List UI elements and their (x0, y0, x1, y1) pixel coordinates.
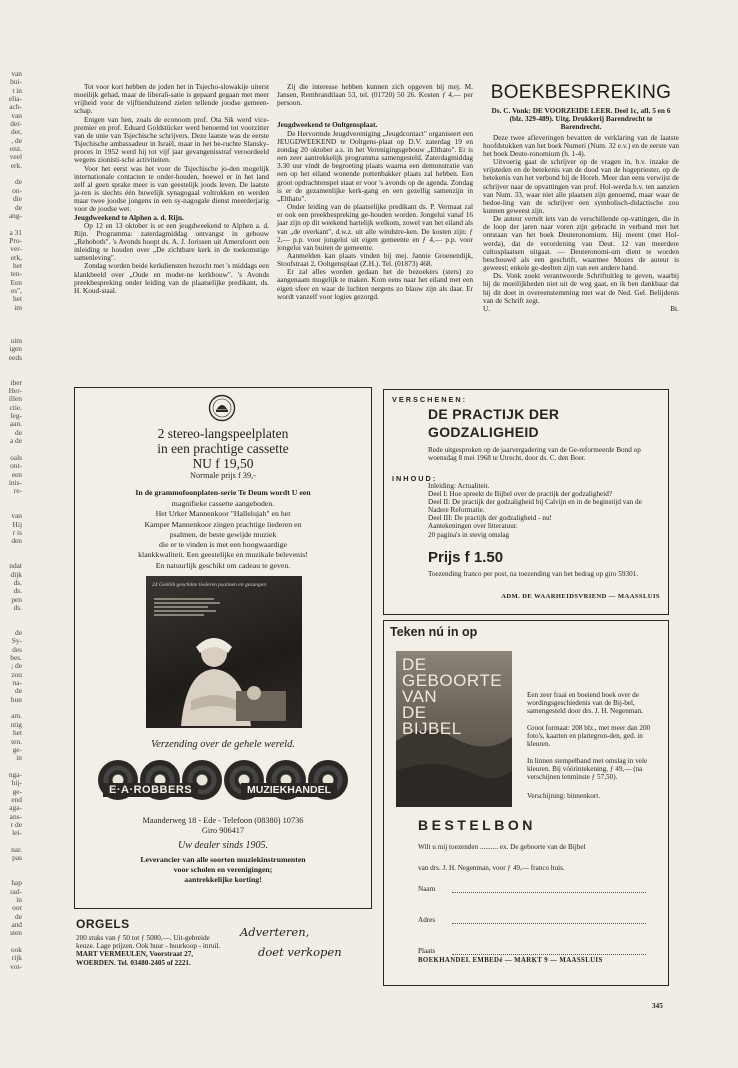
margin-fragment: es", (10, 285, 22, 295)
ad-slogan: Verzending over de gehele wereld. (151, 739, 295, 750)
review-signature-left: U. (483, 303, 491, 313)
margin-fragment: ont- (10, 461, 22, 471)
col1-paragraph: Voor het eerst was het voor de Tsjechische jo-den mogelijk internationale contacten te onder-houden, hoewel er in het land zelf al geen sprake meer is van geestelijk joods leven. De laatste ja-ren is slechts één huwelijk synagogaal voltrokken en werden maar twee joodse jongens in een sy-nagogale dienst meerderjarig voor de joodse wet. (74, 163, 269, 214)
margin-fragment: van (11, 70, 22, 78)
margin-fragment (0, 320, 22, 328)
inhoud-item: Inleiding: Actualiteit. (428, 482, 490, 490)
margin-fragment: inis- (8, 477, 22, 487)
geboorte-desc-4: Verschijning: binnenkort. (527, 792, 601, 800)
margin-fragment: erk, (10, 252, 22, 262)
margin-fragment: aan. (9, 419, 22, 429)
practijk-description: Rede uitgesproken op de jaarvergadering van de Ge-reformeerde Bond op woensdag 8 mei 1968 te Utrecht, door ds. C. den Boer. (428, 446, 641, 463)
margin-fragment: rijk (11, 953, 22, 963)
ad-footer-line-1: Leverancier van alle soorten muziekinstrumenten (140, 855, 306, 864)
review-paragraph: Ds. Vonk zoekt verantwoorde Schriftuitleg te geven, waarbij hij de moeilijkheden niet uit de weg gaat, en ik ben dankbaar dat hij dit doet in overeenstemming met wat de Ned. Gel. Belijdenis van de Schrift zegt. (483, 271, 679, 305)
teken-in-headline: Teken nú in op (390, 625, 478, 639)
margin-fragment: r is (12, 527, 22, 537)
margin-fragment (0, 546, 22, 554)
margin-fragment: de (15, 427, 22, 437)
margin-fragment: de (15, 202, 22, 212)
geboorte-desc-1: Een zeer fraai en boeiend boek over de wordingsgeschiedenis van de Bij-bel, samengesteld door drs. J. H. Negenman. (527, 691, 643, 716)
album-cover-image (146, 576, 302, 728)
margin-fragment: ten. (11, 736, 22, 746)
ad-footer-line-3: aantrekkelijke korting! (184, 875, 262, 884)
margin-fragment: uim (10, 336, 22, 345)
orgels-body: 200 stuks van ƒ 50 tot ƒ 5000,—. Uit-gebreide keuze. Lage prijzen. Ook huur - huurkoop - inruil. (76, 934, 221, 951)
book-cover-title (402, 657, 512, 737)
margin-fragment: leg- (10, 411, 22, 421)
margin-fragment (0, 863, 22, 871)
margin-fragment: pen (11, 594, 22, 604)
previous-page-margin-text (0, 70, 22, 971)
inhoud-item: Aantekeningen over litteratuur. (428, 522, 518, 531)
ad-headline-1: 2 stereo-langspeelplaten (157, 426, 289, 441)
col1-paragraph: Op 12 en 13 oktober is er een jeugdweekend te Alphen a. d. Rijn. Programma: zaterdagmiddag ontvangst in gebouw „Rehoboth". 's Avonds hoopt ds. A. J. Jorissen uit Amersfoort een inleiding te houden over „De zichtbare kerk in de toekomstige samenleving". (74, 220, 269, 263)
cover-title-line: GEBOORTE (402, 671, 503, 690)
margin-fragment: ge- (12, 786, 22, 796)
col1-paragraph: Zondag worden beide kerkdiensten bezocht met 's middags een klankbeeld over „Oude en moder-ne kerkbouw". 's Avonds preekbespreking onder leiding van de plaatselijke predikant, ds. H. Koud-staal. (74, 261, 269, 295)
review-signature-right: Bt. (670, 303, 679, 313)
book-review-header: Ds. C. Vonk: DE VOORZEIDE LEER. Deel 1c, afl. 5 en 6 (blz. 329-489). Uitg. Drukkerij Barendrecht te Barendrecht. (491, 106, 671, 132)
practijk-shipping: Toezending franco per post, na toezending van het bedrag op giro 59301. (428, 570, 639, 578)
cover-title-line: DE (402, 703, 427, 722)
margin-fragment: ten- (10, 269, 22, 279)
orgels-title: ORGELS (76, 917, 130, 931)
album-cover-title: 24 Gekliik geschikte liederen psalmen en gezangen (152, 582, 267, 588)
col1-paragraph: Tot voor kort hebben de joden het in Tsjecho-slowakije uiterst moeilijk gehad, maar de liberali-satie is gepaard gegaan met meer vrijheid voor de vijftienduizend zielen tellende joodse gemeen-schap. (74, 82, 269, 116)
margin-fragment: ; de (11, 661, 22, 671)
review-paragraph: De auteur vertelt iets van de verschillende op-vattingen, die in de loop der jaren naar voren zijn gebracht in verband met het ontstaan van het boek Deuteronomium. Hij meent (met Hol-werda), dat de verordening van Deut. 12 van meerdere cultusplaatsen uitgaat. — Deuteronomi-um dient te worden beschouwd als een geschrift, waarmee Mozes de auteur is geweest; enkele ge-deelten zijn van een andere hand. (483, 214, 679, 273)
margin-fragment: bui- (10, 77, 22, 87)
inhoud-item: Deel I: Hoe spreekt de Bijbel over de practijk der godzaligheid? (428, 490, 613, 499)
verschenen-label: VERSCHENEN: (392, 395, 468, 404)
order-line-1[interactable]: Wilt u mij toezenden .......... ex. De geboorte van de Bijbel (418, 843, 586, 851)
margin-fragment: sten (10, 928, 22, 938)
subheading-ooltgensplaat: Jeugdweekend te Ooltgensplaat. (277, 120, 378, 130)
ad-footer-line-2: voor scholen en verenigingen; (173, 865, 273, 874)
margin-fragment: elia- (8, 94, 22, 104)
margin-fragment (0, 612, 22, 620)
adverteren-script: Adverteren, (240, 925, 310, 939)
margin-fragment: de (15, 686, 22, 696)
cover-title-line: DE (402, 655, 427, 674)
ad-dealer-since: Uw dealer sinds 1905. (178, 840, 268, 851)
margin-fragment: na- (12, 678, 22, 688)
margin-fragment: in (16, 895, 22, 905)
book-review-column (483, 82, 679, 314)
margin-fragment: eeds (8, 352, 22, 362)
margin-fragment: hap (11, 878, 22, 888)
margin-fragment: vot- (10, 961, 22, 971)
practijk-advertisement (383, 389, 669, 615)
geboorte-desc-3: In linnen stempelband met omslag in vele kleuren. Bij vóórintekening, ƒ 49,— (na verschijnen tenminste ƒ 57,50). (527, 757, 648, 782)
cover-title-line: VAN (402, 687, 438, 706)
margin-fragment: erk. (10, 160, 22, 170)
cover-title-line: BIJBEL (402, 719, 462, 738)
ad-body-bold: In de grammofoonplaten-serie Te Deum wordt U een (135, 488, 311, 497)
margin-fragment: in (16, 753, 22, 763)
margin-fragment: een (11, 469, 22, 479)
ad-body-line: Kamper Mannenkoor zingen prachtige liederen en (144, 519, 302, 529)
order-line-2: van drs. J. H. Negenman, voor ƒ 49,— franco huis. (418, 864, 565, 872)
practijk-title-1: DE PRACTIJK DER (428, 406, 560, 422)
margin-fragment (0, 362, 22, 370)
margin-fragment: oals (10, 452, 22, 462)
orgels-advertisement (76, 917, 226, 967)
margin-fragment: ge- (12, 744, 22, 754)
margin-fragment: Hij (12, 519, 22, 529)
practijk-title-2: GODZALIGHEID (428, 424, 539, 440)
ad-body (83, 499, 363, 571)
margin-fragment: die (12, 194, 22, 204)
plaats-label: Plaats (418, 947, 436, 955)
margin-fragment: dijk (10, 569, 22, 579)
margin-fragment: de (15, 177, 22, 187)
margin-fragment: Sy- (11, 636, 22, 646)
margin-fragment: a de (9, 436, 22, 446)
margin-fragment: hun (10, 694, 22, 704)
robbers-logo (97, 756, 349, 804)
review-paragraph: Deze twee afleveringen bevatten de verklaring van de laatste hoofdstukken van het boek Numeri (Num. 32 e.v.) en de eerste van het boek Deute-ronomium (h. 1-4). (483, 132, 679, 158)
margin-fragment: end (11, 794, 22, 804)
margin-fragment: ds. (13, 586, 22, 596)
ad-body-line: die er te vinden is met een hoogwaardige (159, 540, 287, 550)
inhoud-label: INHOUD: (392, 474, 438, 483)
naam-field[interactable] (418, 885, 646, 895)
ad-address: Maanderweg 18 - Ede - Telefoon (08380) 10736 (142, 816, 304, 825)
margin-fragment: veel (9, 152, 22, 162)
ad-body-line: En natuurlijk geschikt om cadeau te geven. (155, 560, 291, 570)
margin-fragment: van (11, 110, 22, 120)
margin-fragment: bes. (10, 653, 22, 663)
inhoud-list (428, 482, 660, 539)
margin-fragment: iber (10, 377, 22, 387)
margin-fragment: ntig (10, 719, 22, 729)
margin-fragment: ds. (13, 603, 22, 612)
margin-fragment: r de (10, 819, 22, 829)
margin-fragment: ds. (13, 577, 22, 587)
margin-fragment: ach- (9, 102, 22, 112)
bookshop-line: BOEKHANDEL EMBEDé — MARKT 9 — MAASSLUIS (418, 957, 603, 964)
margin-fragment: Her- (8, 386, 22, 396)
ad-body-line: psalmen, de beste gewijde muziek (169, 529, 277, 539)
margin-fragment: rad- (10, 886, 22, 896)
margin-fragment (0, 496, 22, 504)
col2-paragraph: Aanmelden kan plaats vinden bij mej. Jannie Groenendijk, Stoofstraat 2, Ooltgensplaat (Z.H.). Tel. (01873) 468. (277, 250, 473, 269)
article-column-2 (277, 83, 473, 301)
margin-fragment: a 31 (9, 227, 22, 237)
margin-fragment: am. (11, 711, 22, 721)
ad-body-line: klankkwaliteit. Een geestelijke en muzikale belevenis! (138, 550, 308, 560)
ad-price: NU f 19,50 (192, 456, 254, 471)
logo-robbers-text: E·A·ROBBERS (103, 783, 198, 797)
margin-fragment: re- (13, 486, 22, 496)
adres-field[interactable] (418, 916, 646, 926)
margin-fragment: ang- (8, 210, 22, 220)
margin-fragment: ans- (9, 811, 22, 821)
margin-fragment: den (11, 536, 22, 546)
ad-body-line: magnifieke cassette aangeboden. (171, 499, 275, 508)
ad-giro: Giro 906417 (201, 826, 245, 835)
inhoud-item: Deel II: De practijk der godzaligheid bij Calvijn en in de beginstijd van de Nadere Reformatie. (428, 498, 642, 515)
margin-fragment: der- (10, 119, 22, 129)
margin-fragment: de (15, 911, 22, 921)
te-deum-emblem-icon (208, 394, 236, 422)
margin-fragment: aga- (9, 803, 22, 813)
col2-paragraph: Er zal alles worden gedaan het de bezoekers (sters) zo aangenaam mogelijk te maken. Kom eens naar het eiland met een eigen sfeer en waar de luchten nergens zo blauw zijn als daar. Er wordt vanzelf voor logies gezorgd. (277, 267, 473, 301)
margin-fragment: enz. (9, 144, 22, 154)
inhoud-item: 20 pagina's in stevig omslag (428, 530, 510, 539)
margin-fragment: zou (11, 669, 22, 679)
margin-fragment (0, 312, 22, 320)
margin-fragment: ver- (10, 244, 22, 254)
margin-fragment: ctie. (9, 402, 22, 412)
margin-fragment: im (14, 302, 22, 312)
margin-fragment: ndat (9, 561, 22, 571)
album-cover-figure-icon (156, 631, 296, 726)
margin-fragment: des (12, 644, 22, 654)
margin-fragment: Pro- (9, 235, 22, 245)
margin-fragment: van (11, 511, 22, 521)
book-cover-image (396, 651, 512, 807)
margin-fragment: het (12, 728, 22, 738)
margin-fragment: illen (8, 394, 22, 404)
margin-fragment: de (15, 628, 22, 638)
adres-label: Adres (418, 916, 436, 924)
margin-fragment: nar. (11, 844, 22, 854)
practijk-price: Prijs f 1.50 (428, 549, 504, 566)
margin-fragment: ook (10, 945, 22, 955)
logo-muziekhandel-text: MUZIEKHANDEL (241, 783, 337, 797)
margin-fragment: on- (12, 185, 22, 195)
geboorte-bijbel-advertisement (383, 620, 669, 986)
review-paragraph: Uitvoerig gaat de schrijver op de vragen in, b.v. inzake de vrijsteden en de betekenis van de dood van de hogepriester, op de betekenis van het verbond bij de Horeb. Meer dan eens verwijst de schrijver naar de opvattingen van prof. Hol-werda b.v. ten aanzien van Num. 33, waar niet alle plaatsen zijn genoemd, maar waar de bedoe-ling van de schrijver een symbolisch-didactische zou kunnen geweest zijn. (483, 157, 679, 216)
col2-paragraph: De Hervormde Jeugdvereniging „Jeugdcontact" organiseert een JEUGDWEEKEND te Ooltgens-plaat op D.V. zaterdag 19 en zondag 20 oktober a.s. in het Verenigingsgebouw „Elthato". Er is een zeer aantrekkelijk programma samengesteld. Zaterdagmiddag 3.30 uur vindt de begroeting plaats waarna een demonstratie van een op het eiland wonende pottenbakker plaats zal hebben. Een groot opdrachtenspel staat er voor 's avonds op de agenda. Zondag is er de gezamenlijke kerk-gang en een gezellig samenzijn in „Elthato". (277, 128, 473, 203)
page-number: 345 (652, 1002, 663, 1010)
col2-paragraph: Onder leiding van de plaatselijke predikant ds. P. Vermaat zal er ook een preekbespreking ge-houden worden. Jongelui vanaf 16 jaar zijn op dit weekend hartelijk welkom, zowel van het eiland als van „de overkant", d.w.z. uit alle windstre-ken. De kosten zijn: ƒ 2,— p.p. voor jongelui uit eigen gemeente en ƒ 4,— p.p. voor jongelui van buiten de gemeente. (277, 202, 473, 252)
margin-fragment: het (12, 260, 22, 270)
ad-body-line: Het Urker Mannenkoor "Hallelujah" en het (155, 509, 291, 519)
orgels-address: MART VERMEULEN, Voorstraat 27, WOERDEN. Tel. 03480-2405 of 2221. (76, 950, 194, 967)
margin-fragment: and (11, 920, 22, 930)
article-column-1 (74, 83, 269, 295)
margin-fragment: igen (9, 344, 22, 354)
margin-fragment: oor (12, 903, 22, 913)
margin-fragment: Een (10, 277, 22, 287)
bestelbon-title: BESTELBON (418, 817, 536, 833)
margin-fragment: hij- (11, 778, 22, 788)
subheading-alphen: Jeugdweekend te Alphen a. d. Rijn. (74, 212, 184, 222)
margin-fragment: t in (12, 85, 22, 95)
col2-paragraph: Zij die interesse hebben kunnen zich opgeven bij mej. M. Jansen, Rembrandtlaan 53, tel. (01720) 50 26. Kosten ƒ 4,— per persoon. (277, 82, 473, 108)
margin-fragment: pas (12, 853, 22, 863)
naam-label: Naam (418, 885, 436, 893)
margin-fragment: nga- (8, 769, 22, 779)
geboorte-desc-2: Groot formaat: 208 blz., met meer dan 200 foto's, kaarten en plattegron-den, ged. in kleuren. (527, 724, 651, 749)
ad-headline-2: in een prachtige cassette (157, 441, 289, 456)
plaats-field[interactable] (418, 947, 646, 957)
margin-fragment: der, (11, 127, 22, 137)
doet-verkopen-script: doet verkopen (258, 945, 342, 959)
margin-fragment: , de (11, 135, 22, 145)
margin-fragment: het (12, 294, 22, 304)
col1-paragraph: Enigen van hen, zoals de econoom prof. Ota Sik werd vice-premier en prof. Eduard Goldstücker werd benoemd tot voorzitter van de unie van Tsjechische schrijvers. Deze laatste was de eerste Tsjechische ambassadeur in Israël, maar in het be-ruchte Slansky-proces in 1952 werd hij tot vijf jaar gevangenisstraf veroordeeld wegens zionisti-sche activiteiten. (74, 114, 269, 165)
book-review-title: BOEKBESPREKING (490, 82, 672, 103)
robbers-advertisement (74, 387, 372, 909)
inhoud-item: Deel III: De practijk der godzaligheid - nu! (428, 514, 552, 523)
margin-fragment: lei- (12, 828, 22, 838)
practijk-publisher: ADM. DE WAARHEIDSVRIEND — MAASSLUIS (501, 593, 660, 600)
ad-normal-price: Normale prijs f 39,- (190, 471, 256, 480)
